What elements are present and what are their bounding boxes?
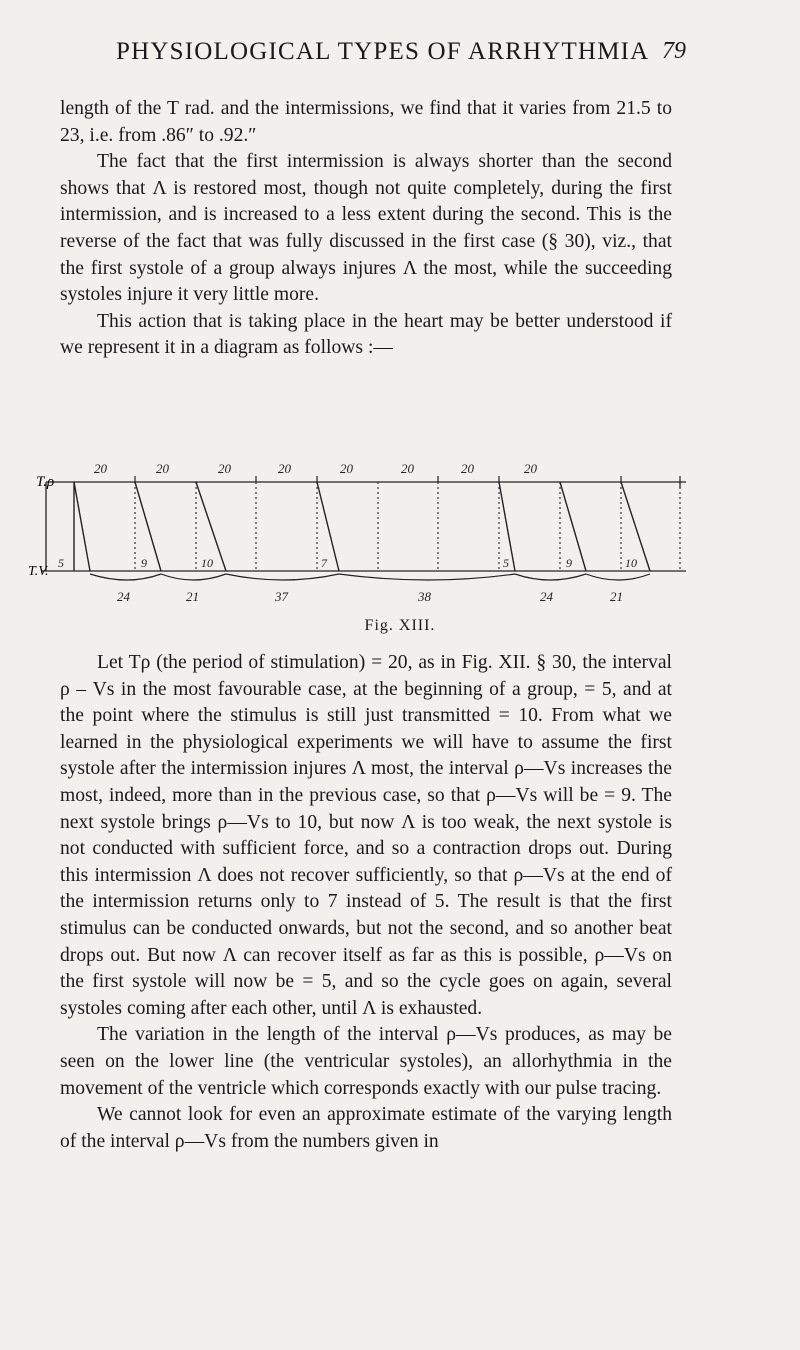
interval-number: 9 — [141, 556, 147, 570]
page-number: 79 — [662, 38, 686, 64]
bracket-number: 37 — [275, 589, 288, 604]
top-number: 20 — [278, 461, 291, 476]
bracket-number: 21 — [186, 589, 199, 604]
paragraph: length of the T rad. and the intermissions, we find that it varies from 21.5 to 23, i.e. from .86″ to .92.″ — [60, 98, 672, 146]
bracket-number: 21 — [610, 589, 623, 604]
paragraph: We cannot look for even an approximate estimate of the varying length of the interval ρ—Vs from the numbers given in — [60, 1104, 672, 1152]
paragraph: The variation in the length of the interval ρ—Vs produces, as may be seen on the lower line (the ventricular systoles), an allorhythmia in the movement of the ventricle which corresponds exactly with our pulse tracing. — [60, 1024, 672, 1099]
paragraph: This action that is taking place in the heart may be better understood if we represent it in a diagram as follows :— — [60, 310, 672, 359]
interval-number: 5 — [58, 556, 64, 570]
running-head-title: PHYSIOLOGICAL TYPES OF ARRHYTHMIA — [116, 38, 650, 65]
interval-number: 9 — [566, 556, 572, 570]
top-number: 20 — [340, 461, 353, 476]
top-number: 20 — [401, 461, 414, 476]
top-number: 20 — [156, 461, 169, 476]
interval-number: 10 — [625, 556, 637, 570]
conduction-lines — [74, 482, 650, 571]
figure-caption: Fig. XIII. — [364, 617, 436, 634]
label-tp: T.ρ — [36, 474, 55, 490]
top-number: 20 — [461, 461, 474, 476]
dotted-verticals — [135, 482, 680, 571]
interval-number: 5 — [503, 556, 509, 570]
running-head — [116, 38, 686, 68]
text-block-bottom — [60, 650, 672, 1155]
interval-number: 10 — [201, 556, 213, 570]
interval-number: 7 — [321, 556, 327, 570]
label-tv: T.V. — [28, 564, 49, 579]
text-block-top — [60, 96, 672, 362]
figure-diagram — [28, 446, 688, 606]
top-numbers — [94, 461, 538, 476]
paragraph: Let Tρ (the period of stimulation) = 20, as in Fig. XII. § 30, the interval ρ – Vs in the most favourable case, at the beginning of a group, = 5, and at the point where the stimulus is still just transmitted = 10. From what we learned in the physiological experiments we will have to assume the first systole after the intermission injures Λ most, the interval ρ—Vs increases the most, indeed, more than in the previous case, so that ρ—Vs will be = 9. The next systole brings ρ—Vs to 10, but now Λ is too weak, the next systole is not conducted with sufficient force, and so a contraction drops out. During this intermission Λ does not recover sufficiently, so that ρ—Vs at the end of the intermission returns only to 7 instead of 5. The result is that the first stimulus can be conducted onwards, but not the second, and so another beat drops out. But now Λ can recover itself as far as this is possible, ρ—Vs on the first systole will now be = 5, and so the cycle goes on again, several systoles coming after each other, until Λ is exhausted. — [60, 652, 672, 1019]
paragraph: The fact that the first intermission is always shorter than the second shows that Λ is restored most, though not quite completely, during the first intermission, and is increased to a less extent during the second. This is the reverse of the fact that was fully discussed in the first case (§ 30), viz., that the first systole of a group always injures Λ the most, while the succeeding systoles injure it very little more. — [60, 151, 672, 306]
bracket-numbers — [117, 589, 623, 604]
bracket-number: 24 — [540, 589, 553, 604]
bracket-number: 24 — [117, 589, 130, 604]
top-number: 20 — [218, 461, 231, 476]
top-number: 20 — [524, 461, 537, 476]
lower-numbers — [58, 556, 637, 570]
bracket-number: 38 — [418, 589, 431, 604]
interval-brackets — [90, 574, 650, 580]
top-number: 20 — [94, 461, 107, 476]
